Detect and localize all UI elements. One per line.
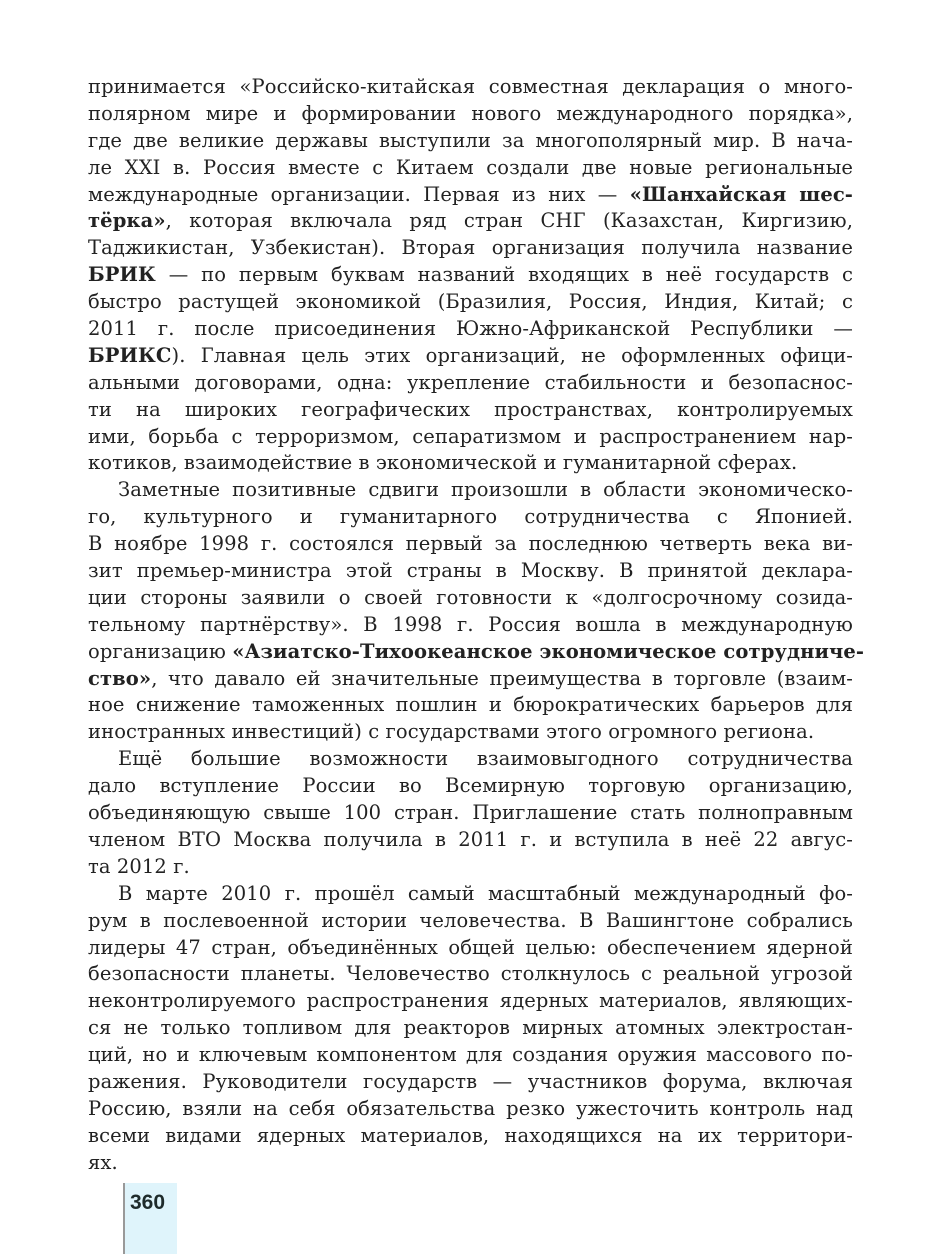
- text-segment: зит премьер-министра этой страны в Москву. В принятой деклара-: [88, 559, 853, 583]
- text-line: [88, 289, 853, 316]
- text-line: [88, 854, 853, 881]
- text-segment: ими, борьба с терроризмом, сепаратизмом и распространением нар-: [88, 424, 853, 448]
- text-line: [88, 612, 853, 639]
- text-segment: ти на широких географических пространствах, контролируемых: [88, 397, 853, 421]
- text-line: [88, 692, 853, 719]
- text-line: [88, 1096, 853, 1123]
- text-segment: безопасности планеты. Человечество столкнулось с реальной угрозой: [88, 962, 853, 986]
- text-segment: ях.: [88, 1150, 118, 1174]
- text-line: [88, 531, 853, 558]
- text-segment: В ноябре 1998 г. состоялся первый за последнюю четверть века ви-: [88, 532, 853, 556]
- text-line: [88, 935, 853, 962]
- text-line: [88, 988, 853, 1015]
- text-line: [88, 262, 853, 289]
- text-line: [88, 504, 853, 531]
- text-segment: — по первым буквам названий входящих в неё государств с: [155, 263, 853, 287]
- text-segment: ражения. Руководители государств — участников форума, включая: [88, 1069, 853, 1093]
- text-segment: всеми видами ядерных материалов, находящихся на их территори-: [88, 1123, 853, 1147]
- text-line: [88, 450, 853, 477]
- bold-term: БРИКС: [88, 343, 172, 367]
- text-segment: 2011 г. после присоединения Южно-Африканской Республики —: [88, 317, 853, 341]
- text-line: [88, 397, 853, 424]
- text-segment: ся не только топливом для реакторов мирных атомных электростан-: [88, 1016, 853, 1040]
- text-segment: неконтролируемого распространения ядерных материалов, являющих-: [88, 989, 853, 1013]
- text-line: [88, 208, 853, 235]
- text-segment: тельному партнёрству». В 1998 г. Россия вошла в международную: [88, 612, 853, 636]
- text-line: [88, 182, 853, 209]
- text-segment: ции стороны заявили о своей готовности к «долгосрочному созида-: [88, 585, 853, 609]
- text-segment: членом ВТО Москва получила в 2011 г. и вступила в неё 22 авгус-: [88, 827, 853, 851]
- text-line: [88, 101, 853, 128]
- text-line: [88, 666, 853, 693]
- text-segment: объединяющую свыше 100 стран. Приглашение стать полноправным: [88, 801, 853, 825]
- text-segment: полярном мире и формировании нового международного порядка»,: [88, 101, 853, 125]
- text-segment: В марте 2010 г. прошёл самый масштабный международный фо-: [118, 881, 853, 905]
- text-line: [88, 155, 853, 182]
- text-line: [88, 1123, 853, 1150]
- text-segment: Заметные позитивные сдвиги произошли в области экономическо-: [118, 478, 853, 502]
- text-line: [88, 316, 853, 343]
- text-segment: принимается «Российско-китайская совместная декларация о много-: [88, 75, 853, 98]
- text-line: [88, 773, 853, 800]
- text-line: [88, 1150, 853, 1177]
- text-line: [88, 585, 853, 612]
- text-line: [88, 881, 853, 908]
- text-segment: организацию: [88, 639, 233, 663]
- text-segment: где две великие державы выступили за многополярный мир. В нача-: [88, 128, 853, 152]
- text-line: [88, 558, 853, 585]
- text-segment: , что давало ей значительные преимущества в торговле (взаим-: [151, 666, 853, 690]
- text-segment: лидеры 47 стран, объединённых общей целью: обеспечением ядерной: [88, 935, 853, 959]
- bold-term: БРИК: [88, 263, 156, 287]
- text-segment: , которая включала ряд стран СНГ (Казахстан, Киргизию,: [165, 209, 853, 233]
- text-segment: Россию, взяли на себя обязательства резко ужесточить контроль над: [88, 1096, 853, 1120]
- text-line: [88, 961, 853, 988]
- page-number-box: [123, 1183, 177, 1254]
- text-segment: та 2012 г.: [88, 854, 190, 878]
- text-segment: ное снижение таможенных пошлин и бюрократических барьеров для: [88, 693, 853, 717]
- text-segment: ций, но и ключевым компонентом для создания оружия массового по-: [88, 1043, 853, 1067]
- text-line: [88, 639, 865, 666]
- text-segment: рум в послевоенной истории человечества. В Вашингтоне собрались: [88, 908, 853, 932]
- text-line: [88, 746, 853, 773]
- text-segment: ). Главная цель этих организаций, не оформленных офици-: [171, 343, 853, 367]
- text-line: [88, 477, 853, 504]
- text-line: [88, 235, 853, 262]
- text-line: [88, 1015, 853, 1042]
- text-line: [88, 370, 853, 397]
- text-segment: Таджикистан, Узбекистан). Вторая организация получила название: [88, 236, 853, 260]
- bold-term: «Шанхайская шес-: [629, 182, 853, 206]
- text-line: [88, 1069, 853, 1096]
- text-line: [88, 74, 853, 101]
- text-line: [88, 827, 853, 854]
- bold-term: тёрка»: [88, 209, 166, 233]
- text-line: [88, 424, 853, 451]
- text-line: [88, 908, 853, 935]
- body-text: [88, 74, 865, 1177]
- text-segment: иностранных инвестиций) с государствами этого огромного региона.: [88, 720, 815, 744]
- text-line: [88, 719, 853, 746]
- text-segment: международные организации. Первая из них —: [88, 182, 630, 206]
- text-segment: го, культурного и гуманитарного сотрудничества с Японией.: [88, 505, 853, 529]
- text-line: [88, 800, 853, 827]
- text-line: [88, 128, 853, 155]
- text-line: [88, 1042, 853, 1069]
- bold-term: «Азиатско-Тихоокеанское экономическое сотрудниче-: [232, 639, 865, 663]
- bold-term: ство»: [88, 666, 152, 690]
- text-segment: Ещё большие возможности взаимовыгодного сотрудничества: [118, 747, 853, 771]
- page-number: 360: [130, 1191, 166, 1214]
- text-segment: дало вступление России во Всемирную торговую организацию,: [88, 774, 853, 798]
- text-line: [88, 343, 853, 370]
- text-segment: быстро растущей экономикой (Бразилия, Россия, Индия, Китай; с: [88, 290, 853, 314]
- text-segment: котиков, взаимодействие в экономической и гуманитарной сферах.: [88, 451, 798, 475]
- text-segment: ле XXI в. Россия вместе с Китаем создали две новые региональные: [88, 155, 853, 179]
- text-segment: альными договорами, одна: укрепление стабильности и безопаснос-: [88, 370, 853, 394]
